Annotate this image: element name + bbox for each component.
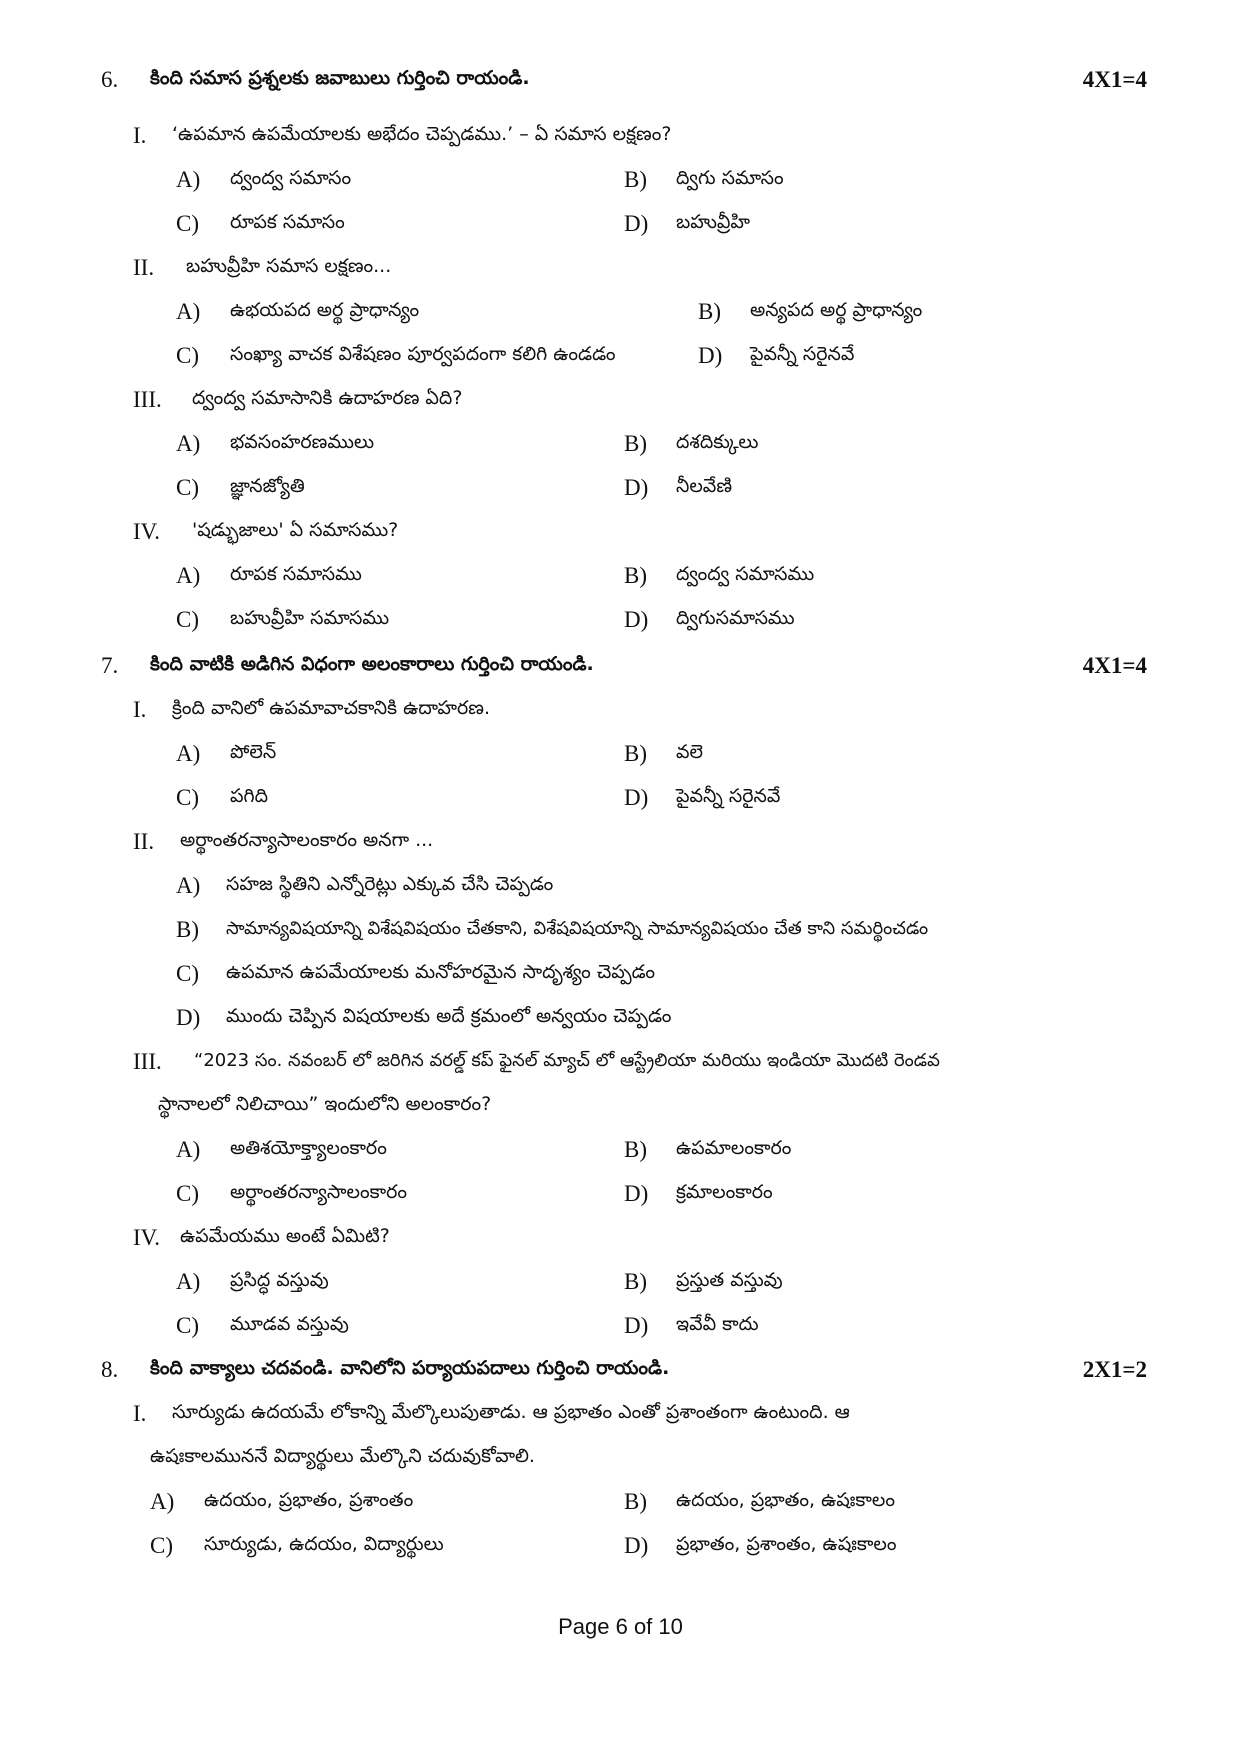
option-d: పైవన్నీ సరైనవే (750, 342, 855, 365)
sub-question-text: క్రింది వానిలో ఉపమావాచకానికి ఉదాహరణ. (172, 696, 491, 719)
option-b: సామాన్యవిషయాన్ని విశేషవిషయం చేతకాని, విశేషవిషయాన్ని సామాన్యవిషయం చేత కాని సమర్థించడం (226, 917, 929, 939)
sub-question-text: ఉపమేయము అంటే ఏమిటి? (180, 1224, 390, 1247)
sub-question (0, 1218, 1241, 1258)
marks-label: 4X1=4 (1082, 67, 1147, 92)
option-b: వలె (676, 740, 703, 763)
option-b: ద్వంద్వ సమాసము (676, 562, 815, 585)
option-a: ప్రసిద్ధ వస్తువు (230, 1268, 329, 1291)
option-row (0, 336, 1241, 376)
option-letter: B) (624, 1269, 647, 1294)
option-letter: D) (624, 1313, 649, 1338)
option-c: ఉపమాన ఉపమేయాలకు మనోహరమైన సాదృశ్యం చెప్పడం (226, 960, 656, 983)
option-a: ఉదయం, ప్రభాతం, ప్రశాంతం (204, 1488, 414, 1511)
sub-question-text: స్థానాలలో నిలిచాయి” ఇందులోని అలంకారం? (158, 1092, 492, 1115)
option-b: ద్విగు సమాసం (676, 166, 784, 189)
sub-question-continuation (0, 1438, 1241, 1478)
option-b: అన్యపద అర్థ ప్రాధాన్యం (750, 298, 923, 321)
option-row (0, 1130, 1241, 1170)
sub-question-text: అర్థాంతరన్యాసాలంకారం అనగా ... (180, 828, 434, 851)
option-row (0, 734, 1241, 774)
option-letter: D) (624, 785, 649, 810)
option-letter: C) (176, 607, 199, 632)
option-row (0, 424, 1241, 464)
option-b: దశదిక్కులు (676, 430, 759, 453)
option-c: సూర్యుడు, ఉదయం, విద్యార్థులు (204, 1532, 444, 1555)
option-row (0, 1174, 1241, 1214)
option-b: ప్రస్తుత వస్తువు (676, 1268, 783, 1291)
option-letter: A) (176, 741, 201, 766)
option-letter: B) (624, 1489, 647, 1514)
option-letter: A) (176, 299, 201, 324)
sub-question-text: 'షడ్భుజాలు' ఏ సమాసము? (192, 518, 399, 541)
option-letter: C) (176, 475, 199, 500)
question-number: 7. (101, 653, 119, 678)
option-letter: D) (624, 1533, 649, 1558)
option-row (0, 1526, 1241, 1566)
option-letter: A) (150, 1489, 175, 1514)
roman-numeral: IV. (133, 1225, 161, 1250)
option-letter: A) (176, 1137, 201, 1162)
question-number: 8. (101, 1357, 119, 1382)
option-d: క్రమాలంకారం (676, 1180, 773, 1203)
sub-question (0, 822, 1241, 862)
roman-numeral: III. (133, 387, 162, 412)
roman-numeral: I. (133, 697, 147, 722)
option-row (0, 1262, 1241, 1302)
option-a: సహజ స్థితిని ఎన్నోరెట్లు ఎక్కువ చేసి చెప్పడం (226, 872, 554, 895)
roman-numeral: II. (133, 829, 155, 854)
question-6-header (0, 60, 1241, 100)
option-letter: C) (176, 1181, 199, 1206)
marks-label: 2X1=2 (1082, 1357, 1147, 1382)
option-b: ఉదయం, ప్రభాతం, ఉషఃకాలం (676, 1488, 896, 1511)
option-letter: D) (624, 1181, 649, 1206)
question-heading: కింది సమాస ప్రశ్నలకు జవాబులు గుర్తించి రాయండి. (150, 66, 530, 89)
option-letter: C) (176, 211, 199, 236)
option-row (0, 468, 1241, 508)
option-row (0, 292, 1241, 332)
option-c: అర్థాంతరన్యాసాలంకారం (230, 1180, 407, 1203)
option-a: రూపక సమాసము (230, 562, 362, 585)
sub-question (0, 512, 1241, 552)
option-row (0, 866, 1241, 906)
option-c: మూడవ వస్తువు (230, 1312, 349, 1335)
sub-question-text: ద్వంద్వ సమాసానికి ఉదాహరణ ఏది? (192, 386, 463, 409)
option-b: ఉపమాలంకారం (676, 1136, 792, 1159)
option-d: బహువ్రీహి (676, 210, 751, 233)
option-c: పగిది (230, 784, 269, 807)
option-row (0, 954, 1241, 994)
option-letter: D) (624, 211, 649, 236)
roman-numeral: II. (133, 255, 155, 280)
option-d: ద్విగుసమాసము (676, 606, 795, 629)
option-row (0, 778, 1241, 818)
question-number: 6. (101, 67, 119, 92)
option-letter: A) (176, 431, 201, 456)
sub-question (0, 248, 1241, 288)
option-c: సంఖ్యా వాచక విశేషణం పూర్వపదంగా కలిగి ఉండడం (230, 342, 616, 365)
sub-question (0, 1394, 1241, 1434)
option-letter: B) (624, 167, 647, 192)
roman-numeral: I. (133, 1401, 147, 1426)
option-c: జ్ఞానజ్యోతి (230, 474, 305, 497)
option-letter: B) (624, 431, 647, 456)
option-d: ముందు చెప్పిన విషయాలకు అదే క్రమంలో అన్వయం చెప్పడం (226, 1004, 672, 1027)
option-letter: C) (150, 1533, 173, 1558)
option-letter: A) (176, 873, 201, 898)
option-letter: B) (624, 741, 647, 766)
option-letter: B) (624, 1137, 647, 1162)
option-letter: C) (176, 785, 199, 810)
marks-label: 4X1=4 (1082, 653, 1147, 678)
sub-question-text: సూర్యుడు ఉదయమే లోకాన్ని మేల్కొలుపుతాడు. ఆ ప్రభాతం ఎంతో ప్రశాంతంగా ఉంటుంది. ఆ (172, 1400, 850, 1423)
option-d: నీలవేణి (676, 474, 733, 497)
option-letter: D) (698, 343, 723, 368)
option-a: అతిశయోక్త్యాలంకారం (230, 1136, 387, 1159)
option-letter: B) (624, 563, 647, 588)
roman-numeral: III. (133, 1049, 162, 1074)
option-row (0, 998, 1241, 1038)
question-7-header (0, 646, 1241, 686)
option-a: ద్వంద్వ సమాసం (230, 166, 352, 189)
option-row (0, 556, 1241, 596)
option-letter: D) (176, 1005, 201, 1030)
question-heading: కింది వాక్యాలు చదవండి. వానిలోని పర్యాయపదాలు గుర్తించి రాయండి. (150, 1356, 670, 1379)
question-heading: కింది వాటికి అడిగిన విధంగా అలంకారాలు గుర్తించి రాయండి. (150, 652, 594, 675)
option-c: రూపక సమాసం (230, 210, 345, 233)
sub-question-text: “2023 సం. నవంబర్ లో జరిగిన వరల్డ్ కప్ ఫైనల్ మ్యాచ్ లో ఆస్ట్రేలియా మరియు ఇండియా మొదటి రెండవ (194, 1049, 940, 1071)
question-8-header (0, 1350, 1241, 1390)
option-a: ఉభయపద అర్థ ప్రాధాన్యం (230, 298, 420, 321)
option-row (0, 1306, 1241, 1346)
option-d: ఇవేవీ కాదు (676, 1312, 759, 1335)
page-number: Page 6 of 10 (558, 1614, 683, 1639)
option-letter: B) (176, 917, 199, 942)
roman-numeral: IV. (133, 519, 161, 544)
sub-question (0, 116, 1241, 156)
option-row (0, 600, 1241, 640)
option-c: బహువ్రీహి సమాసము (230, 606, 390, 629)
option-row (0, 204, 1241, 244)
option-row (0, 910, 1241, 950)
option-d: పైవన్నీ సరైనవే (676, 784, 781, 807)
sub-question (0, 380, 1241, 420)
sub-question-continuation (0, 1086, 1241, 1126)
option-letter: B) (698, 299, 721, 324)
option-letter: C) (176, 343, 199, 368)
option-row (0, 160, 1241, 200)
option-d: ప్రభాతం, ప్రశాంతం, ఉషఃకాలం (676, 1532, 897, 1555)
sub-question-text: బహువ్రీహి సమాస లక్షణం... (186, 254, 392, 277)
sub-question-text: ఉషఃకాలముననే విద్యార్థులు మేల్కొని చదువుకోవాలి. (150, 1444, 535, 1467)
sub-question (0, 1042, 1241, 1082)
option-letter: A) (176, 563, 201, 588)
option-letter: C) (176, 961, 199, 986)
option-row (0, 1482, 1241, 1522)
option-a: పోలెన్ (230, 740, 277, 763)
option-letter: A) (176, 1269, 201, 1294)
sub-question (0, 690, 1241, 730)
option-a: భవసంహరణములు (230, 430, 375, 453)
option-letter: C) (176, 1313, 199, 1338)
option-letter: A) (176, 167, 201, 192)
option-letter: D) (624, 475, 649, 500)
option-letter: D) (624, 607, 649, 632)
roman-numeral: I. (133, 123, 147, 148)
sub-question-text: ‘ఉపమాన ఉపమేయాలకు అభేదం చెప్పడము.’ – ఏ సమాస లక్షణం? (172, 122, 672, 145)
